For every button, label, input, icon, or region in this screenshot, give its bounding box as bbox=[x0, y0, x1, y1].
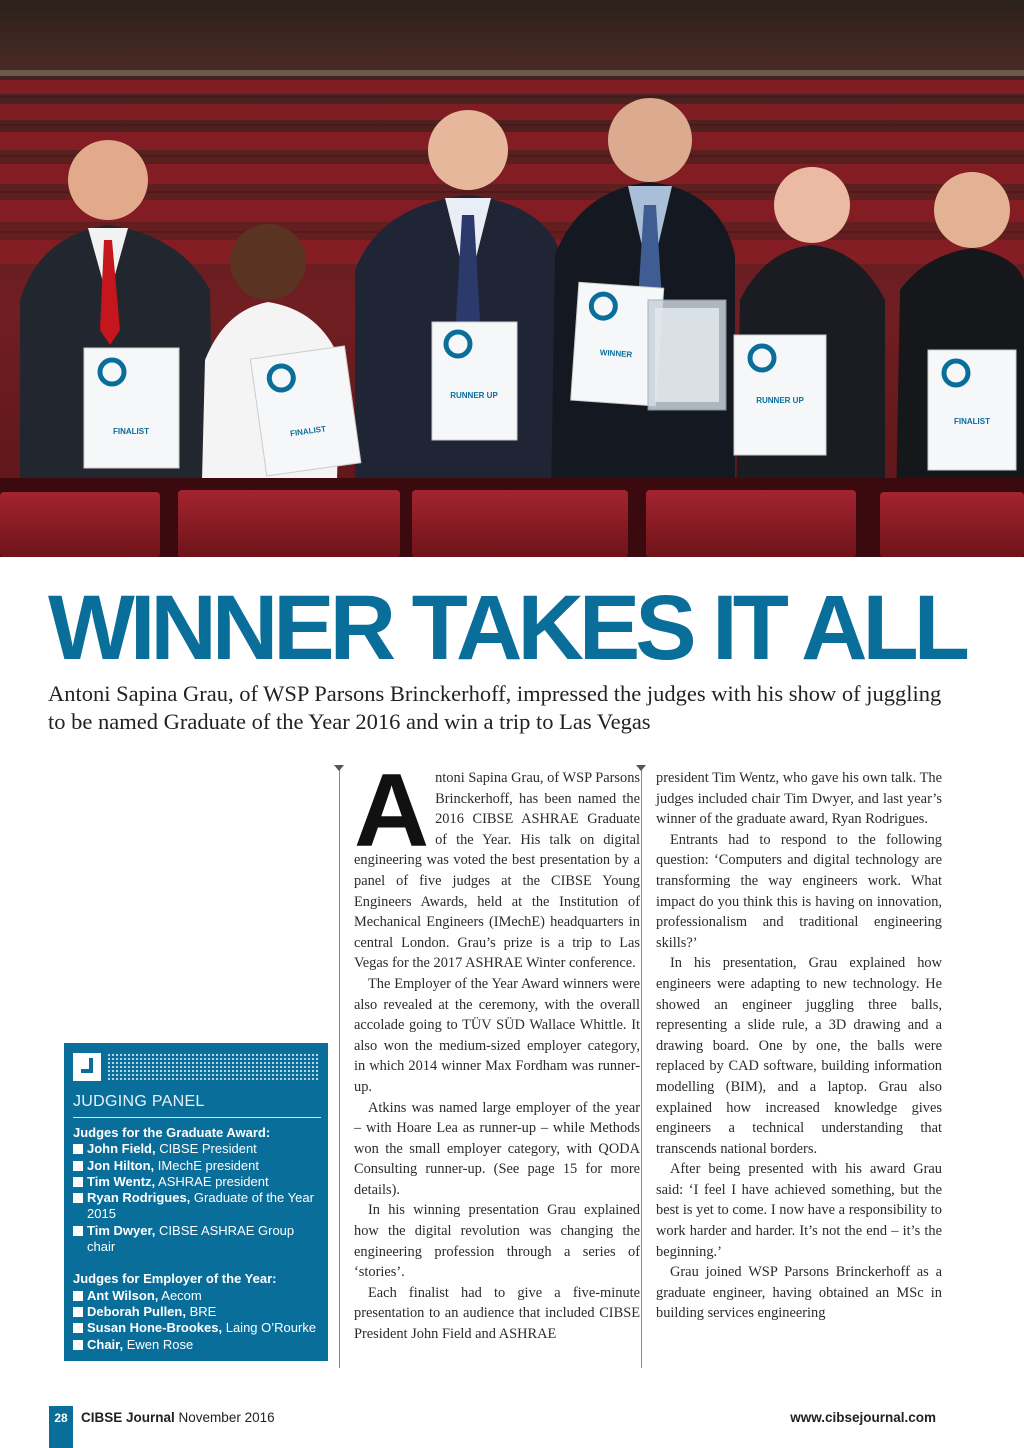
employer-judges-title: Judges for Employer of the Year: bbox=[73, 1271, 277, 1287]
certificate-1-label: FINALIST bbox=[113, 427, 149, 436]
body-paragraph: In his presentation, Grau explained how engineers were adapting to new technology. He showed an engineer juggling three balls, representing a slide rule, a 3D drawing and a drawing board. One by one, the balls were replaced by CAD software, building information modelling (BIM), and a laptop. Grau also explained how increased knowledge gives engineers a technical understanding that transcends national borders. bbox=[656, 955, 942, 1157]
judge-item: Jon Hilton, IMechE president bbox=[73, 1158, 323, 1174]
graduate-judges-list bbox=[73, 1141, 323, 1255]
certificate-3 bbox=[432, 322, 517, 440]
body-paragraph: The Employer of the Year Award winners were also revealed at the ceremony, with the overall accolade going to TÜV SÜD Wallace Whittle. It also won the medium-sized employer category, in which 2014 winner Max Fordham was runner-up. bbox=[354, 975, 640, 1095]
certificate-5 bbox=[734, 335, 826, 455]
article-standfirst: Antoni Sapina Grau, of WSP Parsons Brinckerhoff, impressed the judges with his show of juggling to be named Graduate of the Year 2016 and win a trip to Las Vegas bbox=[48, 681, 942, 734]
certificate-2 bbox=[250, 346, 360, 476]
body-paragraph: president Tim Wentz, who gave his own talk. The judges included chair Tim Dwyer, and last year’s winner of the graduate award, Ryan Rodrigues. bbox=[656, 770, 942, 828]
employer-judges-list bbox=[73, 1288, 323, 1353]
article-headline: WINNER TAKES IT ALL bbox=[48, 577, 965, 679]
body-paragraph: Grau joined WSP Parsons Brinckerhoff as a graduate engineer, having obtained an MSc in building services engineering bbox=[656, 1264, 942, 1322]
certificate-5-label: RUNNER UP bbox=[756, 396, 804, 405]
certificate-4-label: WINNER bbox=[599, 347, 633, 360]
article-column-1 bbox=[354, 753, 640, 1345]
body-paragraph: Antoni Sapina Grau, of WSP Parsons Brinckerhoff, has been named the 2016 CIBSE ASHRAE Graduate of the Year. His talk on digital engineering was voted the best presentation by a panel of five judges at the CIBSE Young Engineers Awards, held at the Institution of Mechanical Engineers (IMechE) headquarters in central London. Grau’s prize is a trip to Las Vegas for the 2017 ASHRAE Winter conference. bbox=[354, 753, 640, 972]
column-rule bbox=[641, 768, 642, 1368]
judge-item: Ant Wilson, Aecom bbox=[73, 1288, 323, 1304]
panel-body bbox=[73, 1125, 323, 1353]
judge-item: Chair, Ewen Rose bbox=[73, 1337, 323, 1353]
body-paragraph: After being presented with his award Grau said: ‘I feel I have achieved something, but the best is yet to come. I now have a responsibility to work harder and harder. It’s not the end – it’s the beginning.’ bbox=[656, 1161, 942, 1260]
page-number: 28 bbox=[54, 1411, 68, 1425]
judge-item: Deborah Pullen, BRE bbox=[73, 1304, 323, 1320]
column-rule bbox=[339, 768, 340, 1368]
hero-photo bbox=[0, 0, 1024, 557]
certificate-3-label: RUNNER UP bbox=[450, 391, 498, 400]
judging-panel-box bbox=[64, 1043, 328, 1361]
graduate-judges-title: Judges for the Graduate Award: bbox=[73, 1125, 271, 1140]
dropcap: A bbox=[354, 753, 430, 869]
judge-item: Tim Wentz, ASHRAE president bbox=[73, 1174, 323, 1190]
judge-item: Tim Dwyer, CIBSE ASHRAE Group chair bbox=[73, 1223, 323, 1256]
certificate-6-label: FINALIST bbox=[954, 417, 990, 426]
front-row-seats bbox=[0, 478, 1024, 557]
judge-item: John Field, CIBSE President bbox=[73, 1141, 323, 1157]
body-paragraph: Entrants had to respond to the following question: ‘Computers and digital technology are transforming the way engineers work. What impact do you think this is having on innovation, professionalism and traditional engineering skills?’ bbox=[656, 831, 942, 951]
footer-url: www.cibsejournal.com bbox=[790, 1410, 936, 1425]
panel-title: JUDGING PANEL bbox=[73, 1093, 205, 1110]
footer-publication: CIBSE Journal November 2016 bbox=[81, 1410, 275, 1425]
rule-marker bbox=[334, 765, 344, 771]
judge-item: Ryan Rodrigues, Graduate of the Year 2015 bbox=[73, 1190, 323, 1223]
divider bbox=[73, 1117, 321, 1118]
glass-trophy bbox=[648, 300, 726, 410]
body-paragraph: In his winning presentation Grau explained how the digital revolution was changing the engineering profession through a series of ‘stories’. bbox=[354, 1202, 640, 1281]
certificate-1 bbox=[84, 348, 179, 468]
cibse-logo-icon bbox=[73, 1053, 101, 1081]
article-column-2 bbox=[656, 768, 942, 1324]
dot-pattern bbox=[107, 1053, 319, 1081]
body-paragraph: Each finalist had to give a five-minute presentation to an audience that included CIBSE President John Field and ASHRAE bbox=[354, 1284, 640, 1343]
award-group-photo bbox=[0, 0, 1024, 557]
certificate-2-label: FINALIST bbox=[289, 424, 327, 439]
certificate-6 bbox=[928, 350, 1016, 470]
body-paragraph: Atkins was named large employer of the year – with Hoare Lea as runner-up – while Methods won the small employer category, with QODA Consulting runner-up. (See page 15 for more details). bbox=[354, 1099, 640, 1198]
judge-item: Susan Hone-Brookes, Laing O’Rourke bbox=[73, 1320, 323, 1336]
